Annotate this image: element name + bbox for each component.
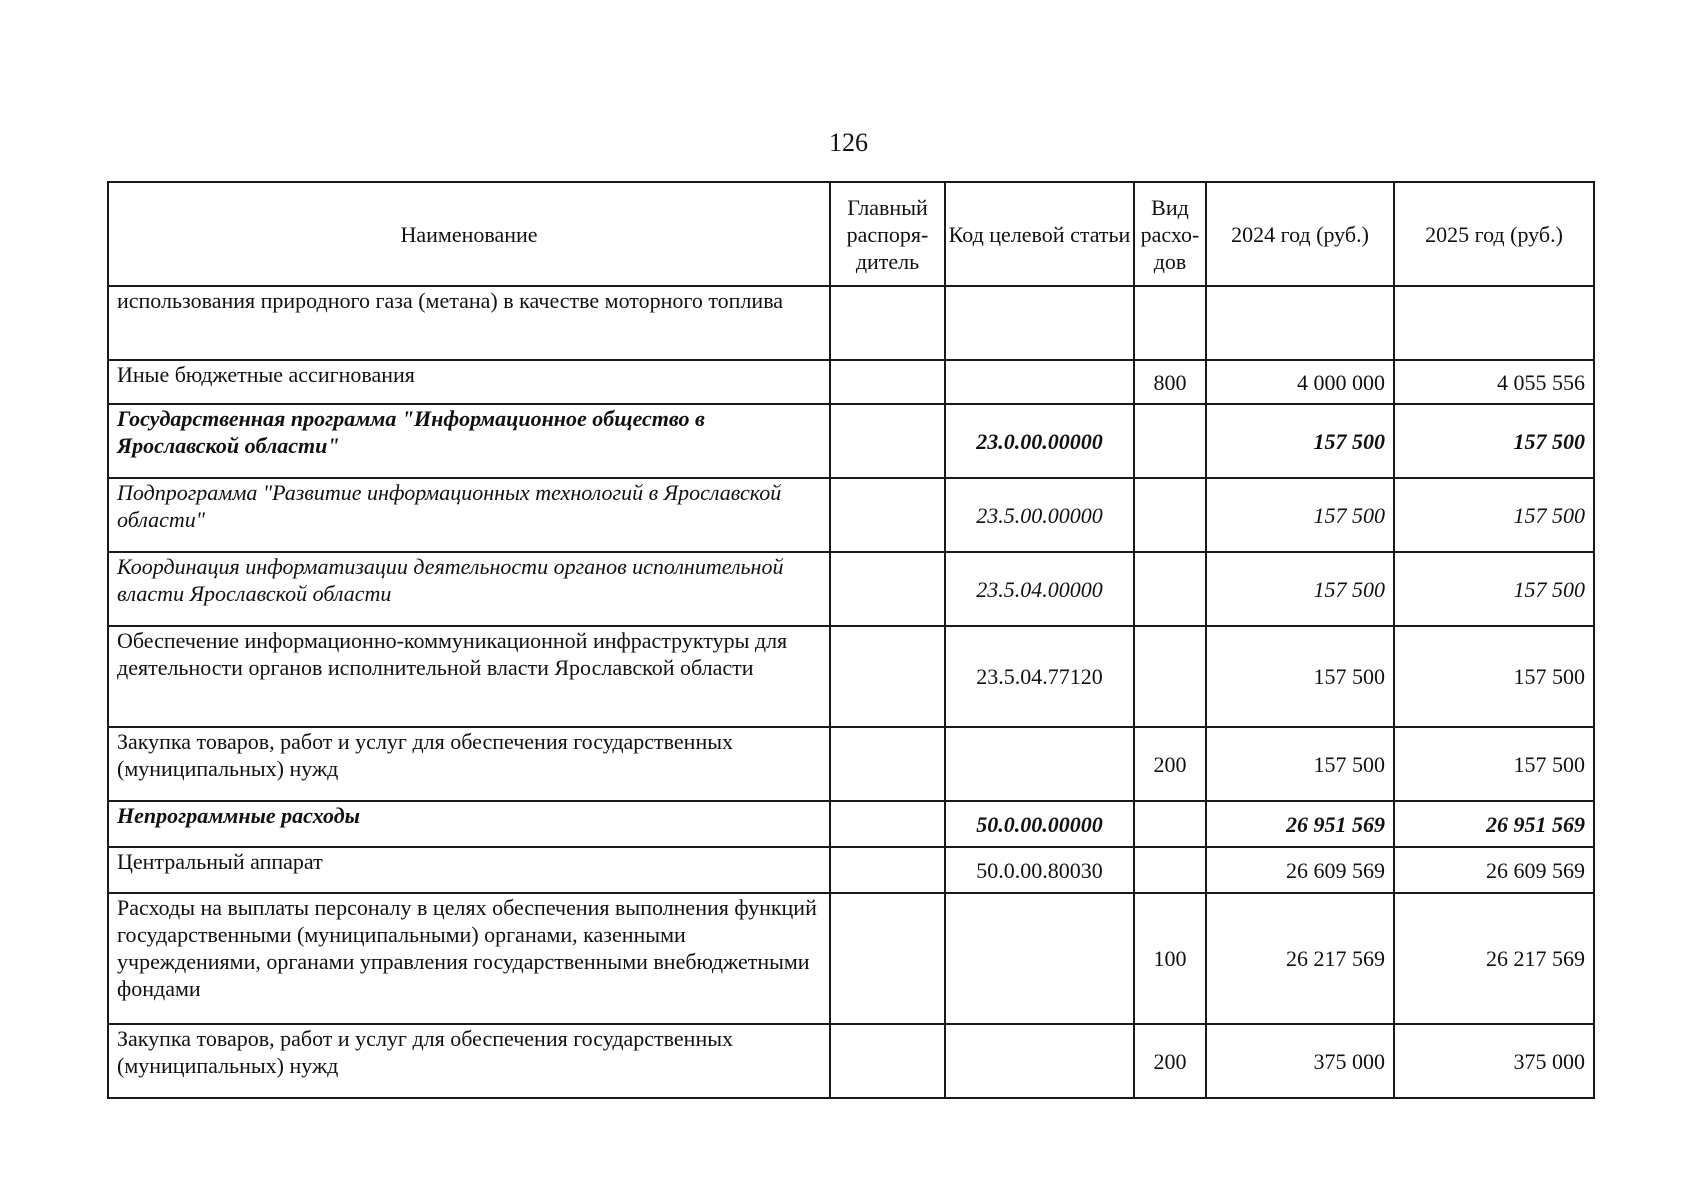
cell-kind: 100 [1134, 893, 1206, 1024]
cell-2024: 4 000 000 [1206, 360, 1394, 404]
table-row [108, 360, 1594, 404]
cell-code: 50.0.00.80030 [945, 847, 1134, 893]
cell-2025: 375 000 [1394, 1024, 1594, 1098]
cell-manager [830, 1024, 945, 1098]
cell-2025: 26 217 569 [1394, 893, 1594, 1024]
page-number: 126 [829, 128, 868, 157]
cell-manager [830, 801, 945, 847]
cell-2024 [1206, 286, 1394, 360]
cell-2025: 157 500 [1394, 478, 1594, 552]
cell-name: Подпрограмма "Развитие информационных технологий в Ярославской области" [108, 478, 830, 552]
cell-name: Непрограммные расходы [108, 801, 830, 847]
cell-2024: 157 500 [1206, 404, 1394, 478]
cell-code [945, 727, 1134, 801]
cell-manager [830, 626, 945, 727]
cell-manager [830, 893, 945, 1024]
cell-kind [1134, 404, 1206, 478]
cell-kind [1134, 286, 1206, 360]
cell-2024: 157 500 [1206, 727, 1394, 801]
cell-code [945, 1024, 1134, 1098]
column-header-code: Код целевой статьи [945, 182, 1134, 286]
cell-manager [830, 727, 945, 801]
cell-manager [830, 286, 945, 360]
table-row [108, 626, 1594, 727]
cell-manager [830, 552, 945, 626]
table-row [108, 404, 1594, 478]
cell-code: 23.5.04.00000 [945, 552, 1134, 626]
column-header-2024: 2024 год (руб.) [1206, 182, 1394, 286]
cell-name: Государственная программа "Информационное общество в Ярославской области" [108, 404, 830, 478]
cell-2024: 26 217 569 [1206, 893, 1394, 1024]
table-row [108, 801, 1594, 847]
table-row [108, 478, 1594, 552]
cell-2025: 26 609 569 [1394, 847, 1594, 893]
cell-kind: 200 [1134, 1024, 1206, 1098]
table-row [108, 893, 1594, 1024]
cell-code: 23.5.04.77120 [945, 626, 1134, 727]
cell-2024: 375 000 [1206, 1024, 1394, 1098]
cell-name: Центральный аппарат [108, 847, 830, 893]
cell-kind [1134, 847, 1206, 893]
column-header-kind: Вид расхо-дов [1134, 182, 1206, 286]
table-header-row [108, 182, 1594, 286]
cell-code: 50.0.00.00000 [945, 801, 1134, 847]
cell-kind [1134, 626, 1206, 727]
cell-name: Расходы на выплаты персоналу в целях обеспечения выполнения функций государственными (муниципальными) органами, казенными учреждениями, органами управления государственными внебюджетными фондами [108, 893, 830, 1024]
column-header-2025: 2025 год (руб.) [1394, 182, 1594, 286]
cell-2025: 157 500 [1394, 727, 1594, 801]
cell-2025: 157 500 [1394, 552, 1594, 626]
cell-2024: 26 951 569 [1206, 801, 1394, 847]
cell-2024: 157 500 [1206, 478, 1394, 552]
cell-kind [1134, 552, 1206, 626]
cell-name: Закупка товаров, работ и услуг для обеспечения государственных (муниципальных) нужд [108, 727, 830, 801]
cell-2024: 157 500 [1206, 626, 1394, 727]
column-header-manager: Главный распоря-дитель [830, 182, 945, 286]
cell-2025: 157 500 [1394, 626, 1594, 727]
cell-manager [830, 847, 945, 893]
cell-code: 23.0.00.00000 [945, 404, 1134, 478]
cell-manager [830, 404, 945, 478]
cell-code [945, 893, 1134, 1024]
cell-kind: 800 [1134, 360, 1206, 404]
cell-code [945, 286, 1134, 360]
table-row [108, 286, 1594, 360]
cell-kind [1134, 801, 1206, 847]
column-header-name: Наименование [108, 182, 830, 286]
table-row [108, 727, 1594, 801]
cell-name: Иные бюджетные ассигнования [108, 360, 830, 404]
cell-name: Обеспечение информационно-коммуникационной инфраструктуры для деятельности органов исполнительной власти Ярославской области [108, 626, 830, 727]
cell-manager [830, 360, 945, 404]
cell-2025: 4 055 556 [1394, 360, 1594, 404]
cell-2024: 157 500 [1206, 552, 1394, 626]
cell-code: 23.5.00.00000 [945, 478, 1134, 552]
cell-kind: 200 [1134, 727, 1206, 801]
cell-name: Закупка товаров, работ и услуг для обеспечения государственных (муниципальных) нужд [108, 1024, 830, 1098]
cell-name: использования природного газа (метана) в качестве моторного топлива [108, 286, 830, 360]
cell-2024: 26 609 569 [1206, 847, 1394, 893]
budget-table [107, 181, 1595, 1099]
table-row [108, 552, 1594, 626]
cell-code [945, 360, 1134, 404]
table-row [108, 847, 1594, 893]
cell-2025: 26 951 569 [1394, 801, 1594, 847]
cell-2025 [1394, 286, 1594, 360]
cell-name: Координация информатизации деятельности органов исполнительной власти Ярославской области [108, 552, 830, 626]
cell-2025: 157 500 [1394, 404, 1594, 478]
cell-kind [1134, 478, 1206, 552]
cell-manager [830, 478, 945, 552]
table-row [108, 1024, 1594, 1098]
